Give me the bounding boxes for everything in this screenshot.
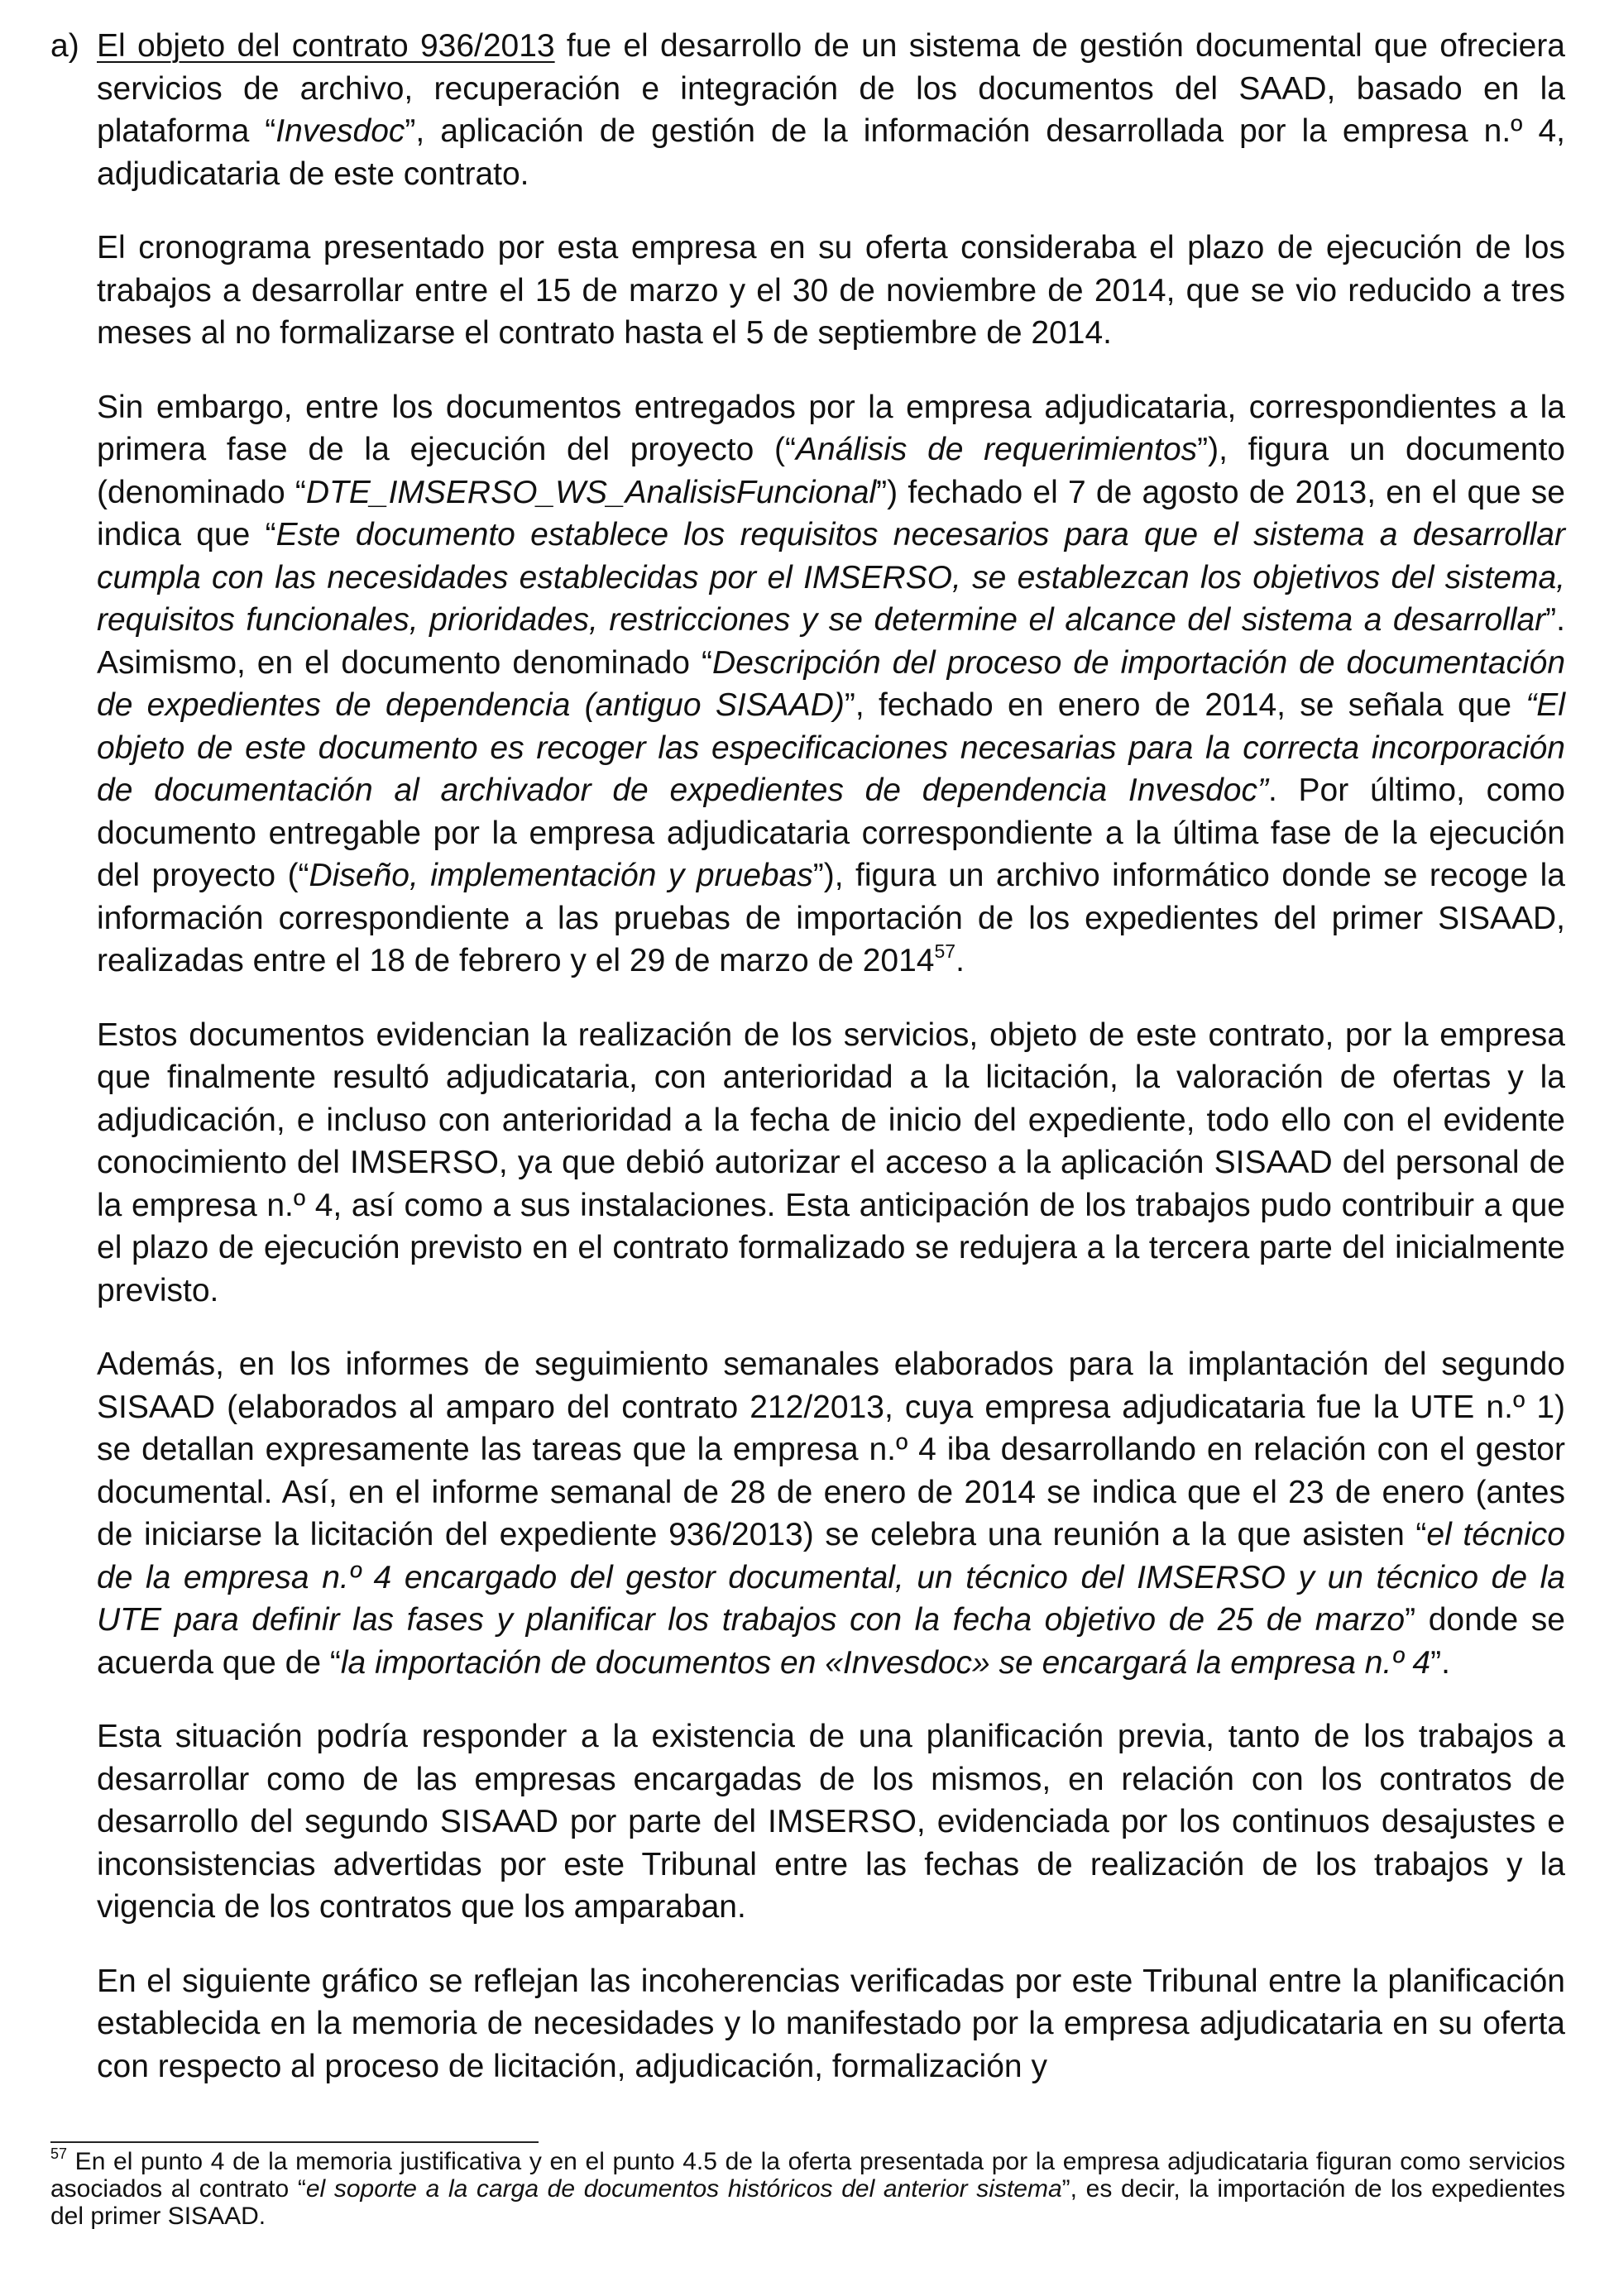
paragraph-grafico bbox=[97, 1960, 1565, 2088]
paragraph-informes bbox=[97, 1343, 1565, 1684]
text-span: ”, es decir, la importación de los expedientes del primer SISAAD. bbox=[50, 2175, 1565, 2230]
italic-span: Invesdoc bbox=[275, 113, 405, 149]
italic-quote: “El objeto de este documento es recoger las especificaciones necesarias para la correcta incorporación de documentación al archivador de expedientes de dependencia Invesdoc” bbox=[97, 687, 1565, 808]
text-span: ” donde se acuerda que de “ bbox=[97, 1602, 1565, 1681]
italic-span: Diseño, implementación y pruebas bbox=[309, 858, 813, 893]
footnote-number: 57 bbox=[50, 2145, 68, 2162]
text-span: Además, en los informes de seguimiento semanales elaborados para la implantación del segundo SISAAD (elaborados al amparo del contrato 212/2013, cuya empresa adjudicataria fue la UTE n.º 1) se detallan expresamente las tareas que la empresa n.º 4 iba desarrollando en relación con el gestor documental. Así, en el informe semanal de 28 de enero de 2014 se indica que el 23 de enero (antes de iniciarse la licitación del expediente 936/2013) se celebra una reunión a la que asisten “ bbox=[97, 1347, 1565, 1552]
text-span: ”, aplicación de gestión de la información desarrollada por la empresa n.º 4, adjudicataria de este contrato. bbox=[97, 113, 1565, 192]
text-span: En el siguiente gráfico se reflejan las incoherencias verificadas por este Tribunal entre la planificación establecida en la memoria de necesidades y lo manifestado por la empresa adjudicataria en su oferta con respecto al proceso de licitación, adjudicación, formalización y bbox=[97, 1963, 1565, 2084]
paragraph-documentos bbox=[97, 386, 1565, 983]
text-span: fue el desarrollo de un sistema de gestión documental que ofreciera servicios de archivo, recuperación e integración de los documentos del SAAD, basado en la plataforma “ bbox=[97, 28, 1565, 149]
paragraph-cronograma bbox=[97, 227, 1565, 355]
text-span: ”. Asimismo, en el documento denominado “ bbox=[97, 602, 1565, 681]
italic-quote: el técnico de la empresa n.º 4 encargado del gestor documental, un técnico del IMSERSO y un técnico de la UTE para definir las fases y planificar los trabajos con la fecha objetivo de 25 de marzo bbox=[97, 1517, 1565, 1638]
text-span: Estos documentos evidencian la realización de los servicios, objeto de este contrato, por la empresa que finalmente resultó adjudicataria, con anterioridad a la licitación, la valoración de ofertas y la adjudicación, e incluso con anterioridad a la fecha de inicio del expediente, todo ello con el evidente conocimiento del IMSERSO, ya que debió autorizar el acceso a la aplicación SISAAD del personal de la empresa n.º 4, así como a sus instalaciones. Esta anticipación de los trabajos pudo contribuir a que el plazo de ejecución previsto en el contrato formalizado se redujera a la tercera parte del inicialmente previsto. bbox=[97, 1016, 1565, 1308]
text-span: Esta situación podría responder a la existencia de una planificación previa, tanto de los trabajos a desarrollar como de las empresas encargadas de los mismos, en relación con los contratos de desarrollo del segundo SISAAD por parte del IMSERSO, evidenciada por los continuos desajustes e inconsistencias advertidas por este Tribunal entre las fechas de realización de los trabajos y la vigencia de los contratos que los amparaban. bbox=[97, 1719, 1565, 1925]
text-span: En el punto 4 de la memoria justificativa y en el punto 4.5 de la oferta presentada por la empresa adjudicataria figuran como servicios asociados al contrato “ bbox=[50, 2148, 1565, 2203]
paragraph-evidencias bbox=[97, 1014, 1565, 1313]
footnote bbox=[50, 2145, 1565, 2230]
italic-span: Descripción del proceso de importación de documentación de expedientes de dependencia (antiguo SISAAD) bbox=[97, 644, 1566, 723]
italic-span: DTE_IMSERSO_WS_AnalisisFuncional bbox=[305, 474, 877, 510]
footnote-reference[interactable]: 57 bbox=[934, 940, 956, 962]
text-span: El cronograma presentado por esta empresa en su oferta consideraba el plazo de ejecución de los trabajos a desarrollar entre el 15 de marzo y el 30 de noviembre de 2014, que se vio reducido a tres meses al no formalizarse el contrato hasta el 5 de septiembre de 2014. bbox=[97, 230, 1565, 351]
italic-span: Análisis de requerimientos bbox=[796, 432, 1198, 467]
italic-quote: Este documento establece los requisitos necesarios para que el sistema a desarrollar cumpla con las necesidades establecidas por el IMSERSO, se establezcan los objetivos del sistema, requisitos funcionales, prioridades, restricciones y se determine el alcance del sistema a desarrollar bbox=[97, 517, 1565, 638]
footnote-separator bbox=[50, 2141, 539, 2143]
italic-quote: la importación de documentos en «Invesdoc» se encargará la empresa n.º 4 bbox=[340, 1644, 1431, 1681]
text-span: . Por último, como documento entregable por la empresa adjudicataria correspondiente a la última fase de la ejecución del proyecto (“ bbox=[97, 773, 1565, 893]
text-span: ”), figura un archivo informático donde se recoge la información correspondiente a las pruebas de importación de los expedientes del primer SISAAD, realizadas entre el 18 de febrero y el 29 de marzo de 2014 bbox=[97, 858, 1565, 978]
document-body bbox=[50, 25, 1566, 2119]
text-span: ”) fechado el 7 de agosto de 2013, en el que se indica que “ bbox=[97, 474, 1565, 552]
text-span: ”), figura un documento (denominado “ bbox=[97, 432, 1565, 510]
italic-quote: el soporte a la carga de documentos históricos del anterior sistema bbox=[305, 2175, 1062, 2203]
text-span: ”. bbox=[1430, 1644, 1450, 1681]
underlined-lead-text: El objeto del contrato 936/2013 bbox=[97, 28, 555, 64]
text-span: Sin embargo, entre los documentos entregados por la empresa adjudicataria, correspondientes a la primera fase de la ejecución del proyecto (“ bbox=[97, 389, 1565, 467]
list-marker: a) bbox=[50, 28, 79, 64]
text-span: ”, fechado en enero de 2014, se señala que bbox=[844, 687, 1526, 723]
paragraph-item-a bbox=[50, 25, 1565, 195]
paragraph-planificacion bbox=[97, 1715, 1565, 1929]
text-span: . bbox=[955, 943, 965, 978]
